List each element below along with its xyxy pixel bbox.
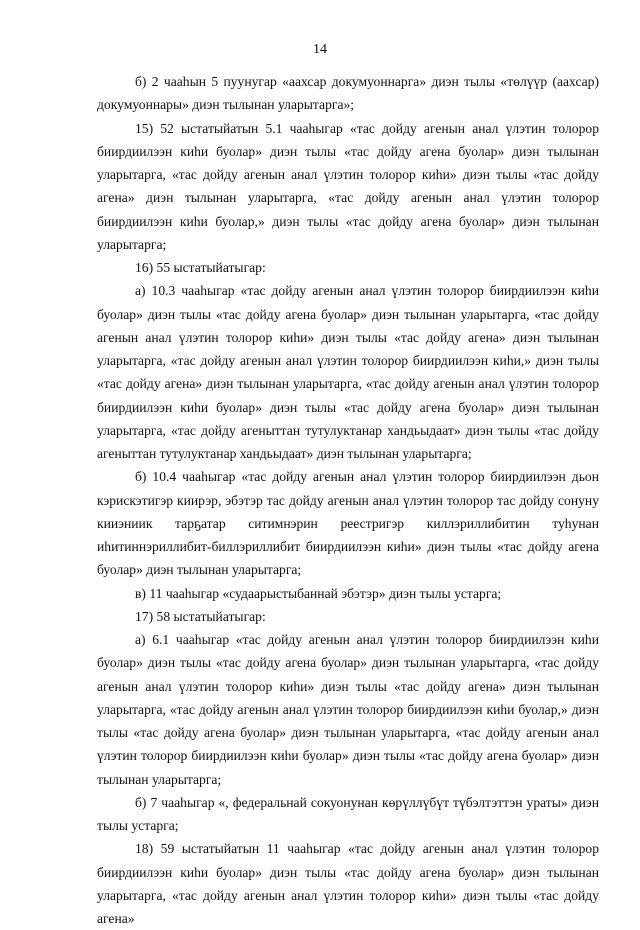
page-number: 14 — [313, 42, 327, 57]
paragraph-item-b-2: б) 2 чааһын 5 пуунугар «аахсар докумуоннарга» диэн тылы «төлүүр (аахсар) докумуоннары» диэн тылынан уларытарга»; — [97, 74, 599, 113]
paragraph-16a: а) 10.3 чааһыгар «тас дойду агенын анал үлэтин толорор биирдиилээн киһи буолар» диэн тылы «тас дойду агена буолар» диэн тылынан уларытарга, «тас дойду агенын анал үлэтин толорор киһи» диэн тылы «тас дойду агена» диэн тылынан уларытарга, «тас дойду агенын анал үлэтин толорор биирдиилээн киһи,» диэн тылы «тас дойду агена» диэн тылынан уларытарга, «тас дойду агенын анал үлэтин толорор биирдиилээн киһи буолар» диэн тылы «тас дойду агена буолар» диэн тылынан уларытарга, «тас дойду агеныттан тутулуктанар хандьыдаат» диэн тылы «тас дойду агеныттан тутулуктанар хандьыдаат» диэн тылынан уларытарга; — [97, 283, 599, 461]
document-body — [97, 70, 599, 930]
paragraph-16v: в) 11 чааһыгар «судаарыстыбаннай эбэтэр» диэн тылы устарга; — [135, 585, 502, 601]
paragraph-16b: б) 10.4 чааһыгар «тас дойду агенын анал үлэтин толорор биирдиилээн дьон кэрискэтигэр киирэр, эбэтэр тас дойду агенын анал үлэтин толорор тас дойду сонуну кииэниик тарҕатар ситимнэрин реестригэр киллэриллибитин туһунан иһитиннэриллибит-биллэриллибит биирдиилээн киһи» диэн тылы «тас дойду агена буолар» диэн тылынан уларытарга; — [97, 469, 599, 578]
paragraph-17a: а) 6.1 чааһыгар «тас дойду агенын анал үлэтин толорор биирдиилээн киһи буолар» диэн тылы «тас дойду агена буолар» диэн тылынан уларытарга, «тас дойду агенын анал үлэтин толорор киһи» диэн тылы «тас дойду агена» диэн тылынан уларытарга, «тас дойду агенын анал үлэтин толорор биирдиилээн киһи буолар,» диэн тылы «тас дойду агена буолар» диэн тылынан уларытарга, «тас дойду агенын анал үлэтин толорор биирдиилээн киһи буолар» диэн тылы «тас дойду агена буолар» диэн тылынан уларытарга; — [97, 632, 599, 787]
paragraph-17-heading: 17) 58 ыстатыйатыгар: — [135, 608, 266, 624]
paragraph-15: 15) 52 ыстатыйатын 5.1 чааһыгар «тас дойду агенын анал үлэтин толорор биирдиилээн киһи буолар» диэн тылы «тас дойду агена буолар» диэн тылынан уларытарга, «тас дойду агенын анал үлэтин толорор киһи» диэн тылы «тас дойду агена» диэн тылынан уларытарга, «тас дойду агенын анал үлэтин толорор биирдиилээн киһи буолар,» диэн тылы «тас дойду агена буолар» диэн тылынан уларытарга; — [97, 120, 599, 252]
paragraph-16-heading: 16) 55 ыстатыйатыгар: — [135, 260, 266, 275]
paragraph-17b: б) 7 чааһыгар «, федеральнай сокуонунан көрүллүбүт түбэлтэттэн ураты» диэн тылы устарга; — [97, 794, 599, 833]
paragraph-18: 18) 59 ыстатыйатын 11 чааһыгар «тас дойду агенын анал үлэтин толорор биирдиилээн киһи буолар» диэн тылы «тас дойду агена буолар» диэн тылынан уларытарга, «тас дойду агенын анал үлэтин толорор киһи» диэн тылы «тас дойду агена» — [97, 841, 599, 926]
